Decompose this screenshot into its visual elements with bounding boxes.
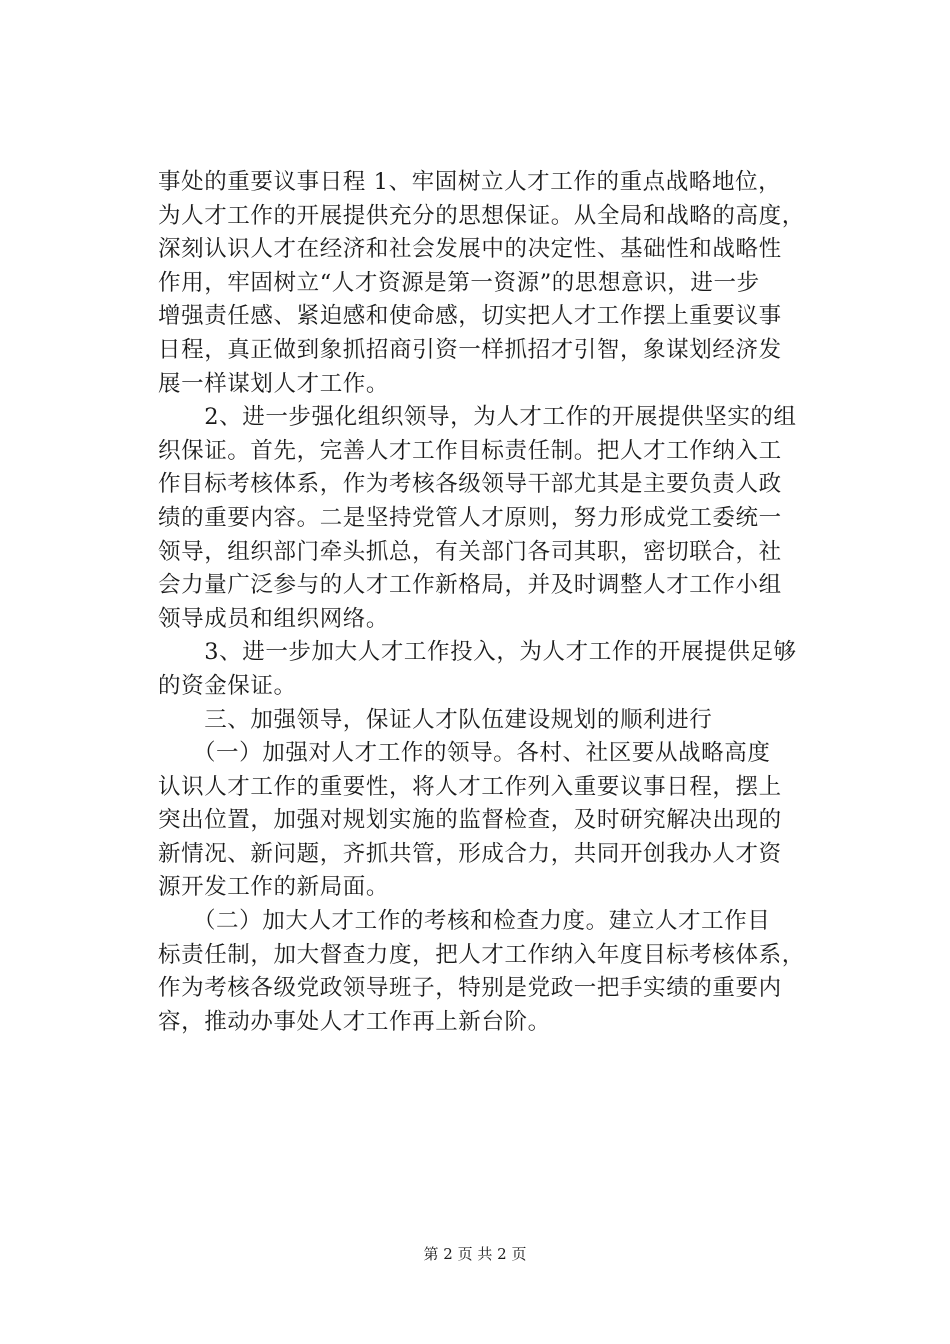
document-body <box>158 166 858 1039</box>
text-line: 绩的重要内容。二是坚持党管人才原则，努力形成党工委统一 <box>158 504 782 531</box>
text-line: （二）加大人才工作的考核和检查力度。建立人才工作目 <box>158 908 771 935</box>
text-line: 织保证。首先，完善人才工作目标责任制。把人才工作纳入工 <box>158 437 782 464</box>
text-line: 三、加强领导，保证人才队伍建设规划的顺利进行 <box>158 706 713 733</box>
text-line: 展一样谋划人才工作。 <box>158 370 390 397</box>
text-line: （一）加强对人才工作的领导。各村、社区要从战略高度 <box>158 740 771 767</box>
text-line: 作为考核各级党政领导班子，特别是党政一把手实绩的重要内 <box>158 975 782 1002</box>
text-line: 认识人才工作的重要性，将人才工作列入重要议事日程，摆上 <box>158 773 782 800</box>
text-line: 日程，真正做到象抓招商引资一样抓招才引智，象谋划经济发 <box>158 336 782 363</box>
text-line: 深刻认识人才在经济和社会发展中的决定性、基础性和战略性 <box>158 236 782 263</box>
text-line: 作目标考核体系，作为考核各级领导干部尤其是主要负责人政 <box>158 471 782 498</box>
text-line: 领导，组织部门牵头抓总，有关部门各司其职，密切联合，社 <box>158 538 782 565</box>
text-line: 领导成员和组织网络。 <box>158 605 390 632</box>
text-line: 作用，牢固树立“人才资源是第一资源”的思想意识，进一步 <box>158 269 760 296</box>
page-footer: 第 2 页 共 2 页 <box>423 1245 527 1263</box>
text-line: 容，推动办事处人才工作再上新台阶。 <box>158 1008 551 1035</box>
text-line: 2、进一步强化组织领导，为人才工作的开展提供坚实的组 <box>158 404 797 431</box>
text-line: 的资金保证。 <box>158 672 297 699</box>
text-line: 事处的重要议事日程 1、牢固树立人才工作的重点战略地位， <box>158 169 782 195</box>
text-line: 源开发工作的新局面。 <box>158 874 390 901</box>
text-line: 标责任制，加大督查力度，把人才工作纳入年度目标考核体系， <box>158 941 805 968</box>
text-line: 突出位置，加强对规划实施的监督检查，及时研究解决出现的 <box>158 807 782 834</box>
text-line: 会力量广泛参与的人才工作新格局，并及时调整人才工作小组 <box>158 572 782 599</box>
text-line: 增强责任感、紧迫感和使命感，切实把人才工作摆上重要议事 <box>158 303 782 330</box>
text-line: 3、进一步加大人才工作投入，为人才工作的开展提供足够 <box>158 639 797 666</box>
text-line: 新情况、新问题，齐抓共管，形成合力，共同开创我办人才资 <box>158 840 782 867</box>
text-line: 为人才工作的开展提供充分的思想保证。从全局和战略的高度， <box>158 202 805 229</box>
